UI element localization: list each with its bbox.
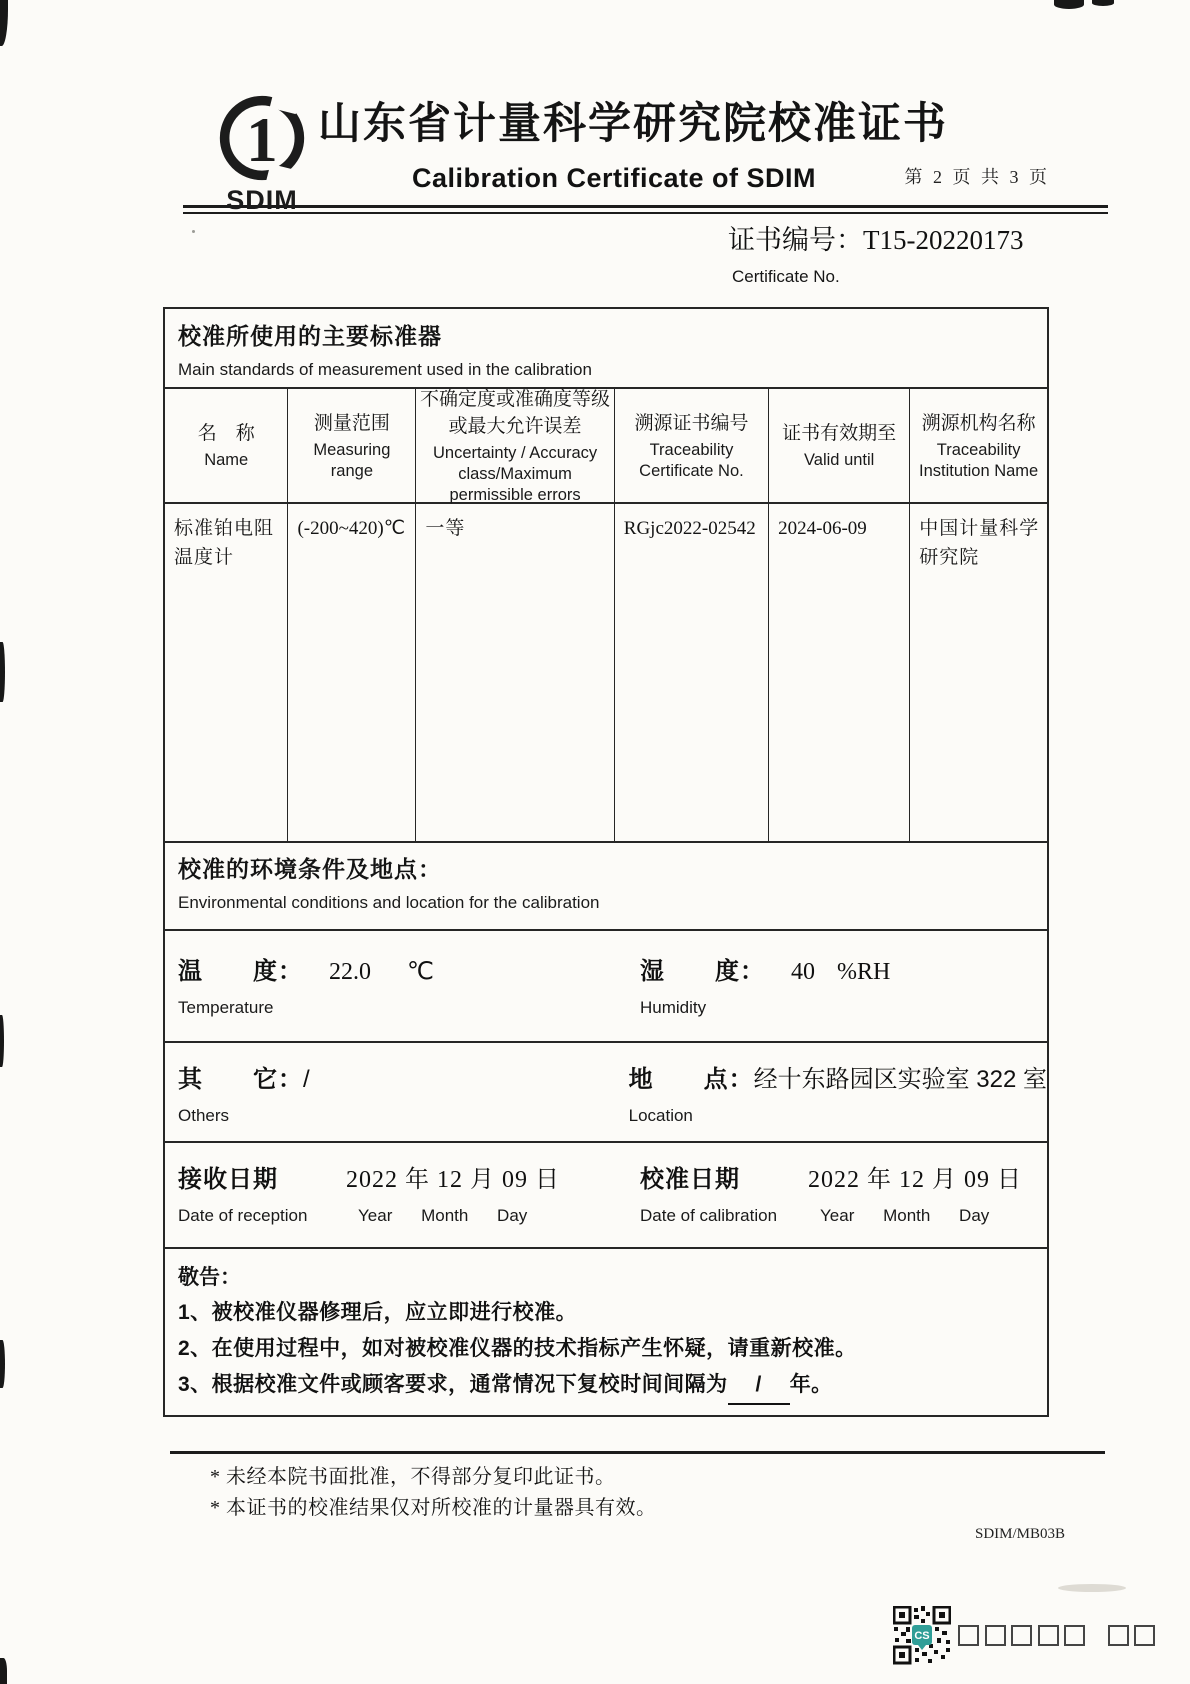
stamp-box — [958, 1625, 979, 1646]
stamp-box — [1134, 1625, 1155, 1646]
reception-date-label-en: Date of reception — [178, 1206, 308, 1225]
scan-artifact — [0, 1658, 7, 1684]
table-cell-name: 标准铂电阻温度计 — [165, 504, 288, 841]
footer-divider — [170, 1451, 1105, 1454]
note-item-1: 1、被校准仪器修理后，应立即进行校准。 — [178, 1301, 578, 1324]
scan-artifact — [1054, 0, 1084, 9]
environment-title-en: Environmental conditions and location for the calibration — [178, 893, 600, 912]
humidity-label: 湿 度： — [640, 958, 765, 985]
document-code: SDIM/MB03B — [975, 1526, 1066, 1542]
column-header-traceability-cert: 溯源证书编号 Traceability Certificate No. — [615, 389, 769, 504]
temperature-unit: ℃ — [407, 959, 434, 985]
page-number: 第 2 页 共 3 页 — [904, 167, 1050, 187]
svg-text:1: 1 — [246, 105, 278, 175]
calibration-date-field — [640, 1159, 1022, 1247]
temperature-field — [178, 951, 640, 1041]
column-header-name: 名 称 Name — [165, 389, 288, 504]
others-label-en: Others — [178, 1106, 230, 1125]
humidity-unit: %RH — [837, 959, 891, 985]
qr-code-image — [893, 1606, 951, 1666]
footnotes — [210, 1462, 657, 1524]
table-cell-valid-until: 2024-06-09 — [769, 504, 910, 841]
certificate-no-value: T15-20220173 — [863, 225, 1024, 255]
scan-artifact — [192, 230, 195, 233]
others-field — [178, 1059, 629, 1141]
stamp-box — [1064, 1625, 1085, 1646]
calibration-date-units-en: Year Month Day — [820, 1206, 990, 1225]
scan-artifact — [1058, 1584, 1126, 1592]
certificate-title-en: Calibration Certificate of SDIM — [411, 163, 817, 193]
note-item-3: 3、根据校准文件或顾客要求，通常情况下复校时间间隔为 / 年。 — [178, 1367, 1047, 1405]
calibration-date-label-en: Date of calibration — [640, 1206, 778, 1225]
calibration-date-label: 校准日期 — [640, 1166, 740, 1193]
certificate-no-label: 证书编号： — [728, 225, 863, 255]
standards-section-header — [165, 309, 1047, 389]
qr-badge-text: CS — [914, 1630, 930, 1642]
scan-artifact — [0, 642, 5, 702]
scan-artifact — [0, 0, 8, 46]
reception-date-field — [178, 1159, 640, 1247]
certificate-no-label-en: Certificate No. — [732, 267, 840, 286]
humidity-label-en: Humidity — [640, 998, 707, 1017]
sdim-logo — [214, 92, 310, 216]
sdim-logo-text: SDIM — [226, 185, 298, 215]
scan-artifact — [1092, 0, 1114, 6]
notes-title: 敬告： — [178, 1266, 241, 1289]
header-divider — [183, 205, 1108, 214]
certificate-title-zh: 山东省计量科学研究院校准证书 — [318, 101, 948, 148]
footnote-line-2: * 本证书的校准结果仅对所校准的计量器具有效。 — [210, 1497, 657, 1519]
scan-artifact — [0, 1015, 4, 1067]
table-cell-uncertainty: 一等 — [416, 504, 614, 841]
table-cell-range: (-200~420)℃ — [288, 504, 416, 841]
certificate-body — [163, 307, 1049, 1417]
others-label: 其 它： — [178, 1066, 303, 1093]
others-value: / — [303, 1066, 310, 1093]
column-header-valid-until: 证书有效期至 Valid until — [769, 389, 910, 504]
dates-row — [165, 1143, 1047, 1249]
environment-title-zh: 校准的环境条件及地点： — [178, 856, 442, 882]
temperature-humidity-row — [165, 931, 1047, 1043]
table-cell-traceability-cert: RGjc2022-02542 — [615, 504, 769, 841]
temperature-value: 22.0 — [329, 959, 371, 985]
location-label-en: Location — [628, 1106, 693, 1125]
footnote-line-1: * 未经本院书面批准，不得部分复印此证书。 — [210, 1466, 616, 1488]
scan-artifact — [0, 1340, 5, 1388]
note-item-3-blank: / — [728, 1367, 790, 1405]
column-header-uncertainty: 不确定度或准确度等级或最大允许误差 Uncertainty / Accuracy class/Maximum permissible errors — [416, 389, 614, 504]
stamp-box — [985, 1625, 1006, 1646]
temperature-label-en: Temperature — [178, 998, 274, 1017]
column-header-range: 测量范围 Measuring range — [288, 389, 416, 504]
sdim-logo-mark — [214, 92, 310, 184]
reception-date-units-en: Year Month Day — [358, 1206, 528, 1225]
table-cell-institution: 中国计量科学研究院 — [919, 518, 1040, 568]
reception-date-label: 接收日期 — [178, 1166, 278, 1193]
stamp-boxes — [958, 1625, 1161, 1646]
stamp-box — [1108, 1625, 1129, 1646]
notes-section — [165, 1249, 1047, 1421]
standards-title-zh: 校准所使用的主要标准器 — [178, 323, 442, 349]
location-field — [629, 1059, 1047, 1141]
standards-table — [165, 389, 1047, 843]
location-label: 地 点： — [628, 1066, 754, 1093]
location-value: 经十东路园区实验室 322 室 — [753, 1066, 1047, 1093]
others-location-row — [165, 1043, 1047, 1143]
note-item-2: 2、在使用过程中，如对被校准仪器的技术指标产生怀疑，请重新校准。 — [178, 1337, 857, 1360]
humidity-value: 40 — [791, 959, 815, 985]
certificate-number-block — [728, 218, 1023, 287]
standards-title-en: Main standards of measurement used in the calibration — [178, 360, 592, 379]
humidity-field — [640, 951, 890, 1041]
stamp-box — [1038, 1625, 1059, 1646]
temperature-label: 温 度： — [178, 958, 303, 985]
column-header-institution: 溯源机构名称 Traceability Institution Name — [910, 389, 1047, 504]
calibration-date-value: 2022 年 12 月 09 日 — [808, 1167, 1022, 1193]
certificate-header — [318, 90, 948, 194]
reception-date-value: 2022 年 12 月 09 日 — [346, 1167, 560, 1193]
environment-section-header — [165, 843, 1047, 931]
qr-code — [893, 1606, 951, 1666]
stamp-box — [1011, 1625, 1032, 1646]
certificate-number-line — [728, 218, 1023, 257]
